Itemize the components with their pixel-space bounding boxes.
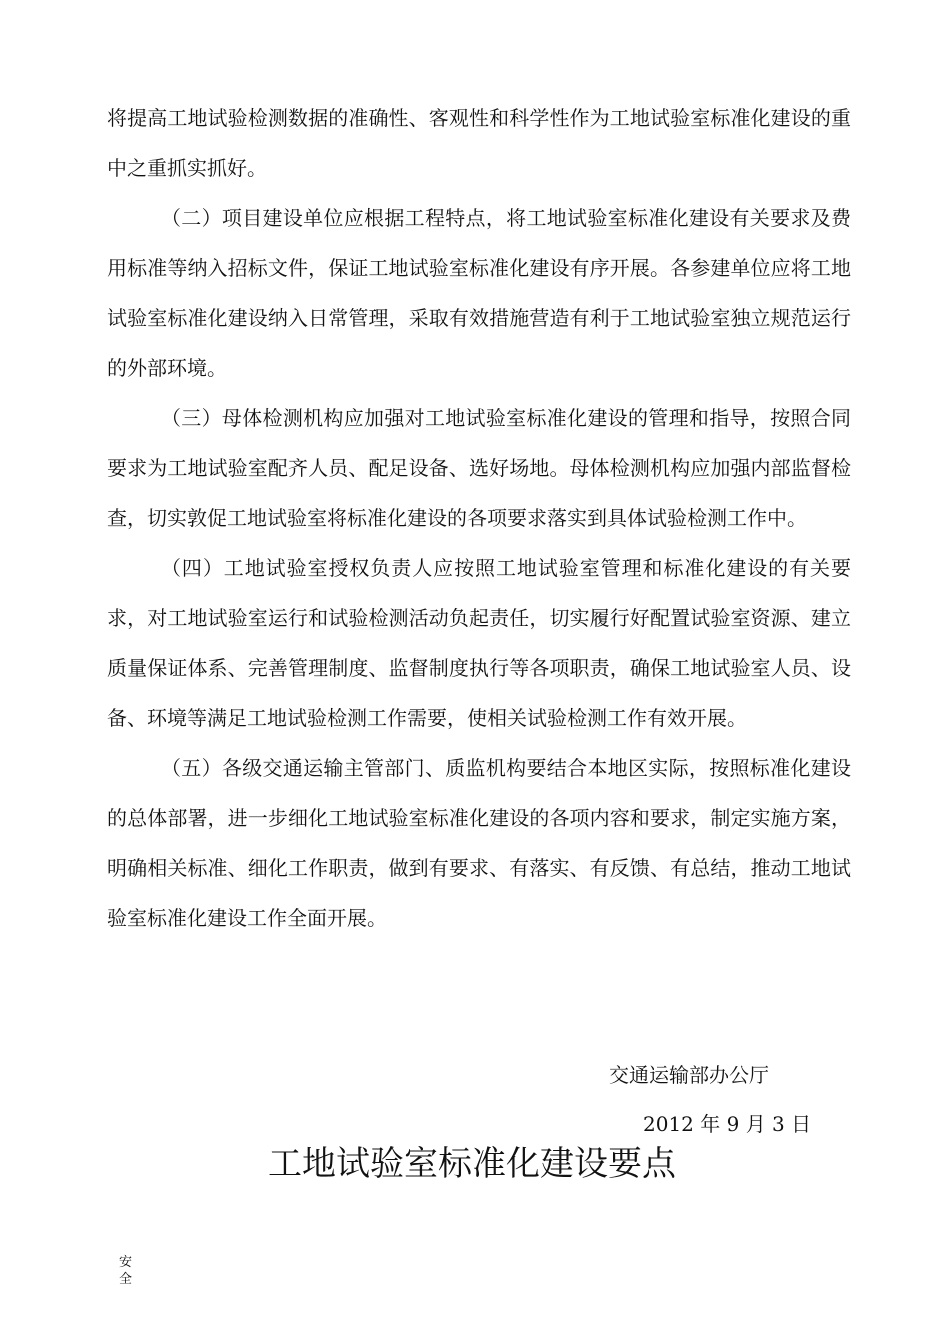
section-title: 工地试验室标准化建设要点 [268,1144,676,1184]
paragraph-intro-continuation: 将提高工地试验检测数据的准确性、客观性和科学性作为工地试验室标准化建设的重中之重抓实抓好。 [107,106,851,180]
margin-note: 安全 [119,1255,133,1287]
issuer-signature: 交通运输部办公厅 [609,1063,769,1087]
paragraph-item-2: （二）项目建设单位应根据工程特点，将工地试验室标准化建设有关要求及费用标准等纳入招标文件，保证工地试验室标准化建设有序开展。各参建单位应将工地试验室标准化建设纳入日常管理，采取有效措施营造有利于工地试验室独立规范运行的外部环境。 [107,206,851,380]
issue-date: 2012 年 9 月 3 日 [643,1112,812,1136]
paragraph-item-5: （五）各级交通运输主管部门、质监机构要结合本地区实际，按照标准化建设的总体部署，进一步细化工地试验室标准化建设的各项内容和要求，制定实施方案，明确相关标准、细化工作职责，做到有要求、有落实、有反馈、有总结，推动工地试验室标准化建设工作全面开展。 [107,756,851,930]
paragraph-item-3: （三）母体检测机构应加强对工地试验室标准化建设的管理和指导，按照合同要求为工地试验室配齐人员、配足设备、选好场地。母体检测机构应加强内部监督检查，切实敦促工地试验室将标准化建设的各项要求落实到具体试验检测工作中。 [107,406,851,530]
body-text [107,93,851,943]
paragraph-item-4: （四）工地试验室授权负责人应按照工地试验室管理和标准化建设的有关要求，对工地试验室运行和试验检测活动负起责任，切实履行好配置试验室资源、建立质量保证体系、完善管理制度、监督制度执行等各项职责，确保工地试验室人员、设备、环境等满足工地试验检测工作需要，使相关试验检测工作有效开展。 [107,556,851,730]
